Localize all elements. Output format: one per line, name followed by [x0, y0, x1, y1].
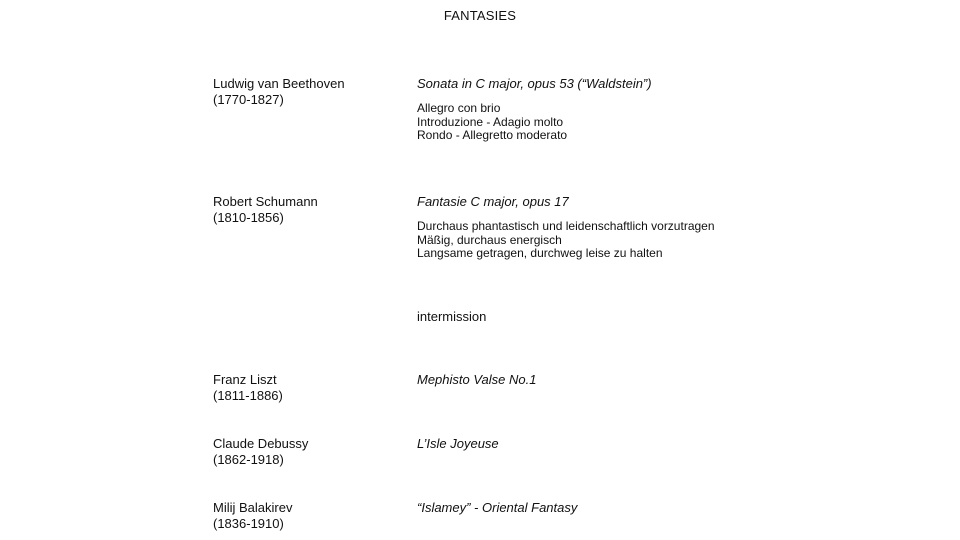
- work-block: [417, 372, 937, 388]
- composer-name: Robert Schumann: [213, 194, 318, 209]
- movement-list: [417, 220, 937, 261]
- composer-dates: (1811-1886): [213, 388, 283, 403]
- composer-dates: (1810-1856): [213, 210, 284, 225]
- composer-block: [213, 500, 403, 532]
- movement-item: Introduzione - Adagio molto: [417, 114, 564, 129]
- work-title: “Islamey” - Oriental Fantasy: [417, 500, 578, 515]
- composer-block: [213, 436, 403, 468]
- work-title: L’Isle Joyeuse: [417, 436, 499, 451]
- composer-block: [213, 194, 403, 226]
- movement-item: Langsame getragen, durchweg leise zu halten: [417, 246, 663, 260]
- composer-dates: (1862-1918): [213, 452, 284, 467]
- movement-item: Mäßig, durchaus energisch: [417, 232, 562, 247]
- composer-dates: (1836-1910): [213, 516, 284, 531]
- composer-dates: (1770-1827): [213, 92, 284, 107]
- composer-name: Franz Liszt: [213, 372, 277, 387]
- movement-list: [417, 102, 937, 143]
- work-block: [417, 500, 937, 516]
- work-block: [417, 436, 937, 452]
- work-block: [417, 194, 937, 261]
- intermission-label: intermission: [417, 309, 487, 324]
- work-block: [417, 76, 937, 143]
- composer-block: [213, 76, 403, 108]
- composer-name: Milij Balakirev: [213, 500, 293, 515]
- work-title: Fantasie C major, opus 17: [417, 194, 569, 209]
- composer-name: Claude Debussy: [213, 436, 309, 451]
- movement-item: Rondo - Allegretto moderato: [417, 128, 568, 142]
- composer-name: Ludwig van Beethoven: [213, 76, 345, 91]
- composer-block: [213, 372, 403, 404]
- page-title: FANTASIES: [443, 8, 517, 23]
- movement-item: Allegro con brio: [417, 101, 501, 115]
- movement-item: Durchaus phantastisch und leidenschaftlich vorzutragen: [417, 219, 715, 233]
- work-title: Mephisto Valse No.1: [417, 372, 537, 387]
- work-title: Sonata in C major, opus 53 (“Waldstein”): [417, 76, 652, 91]
